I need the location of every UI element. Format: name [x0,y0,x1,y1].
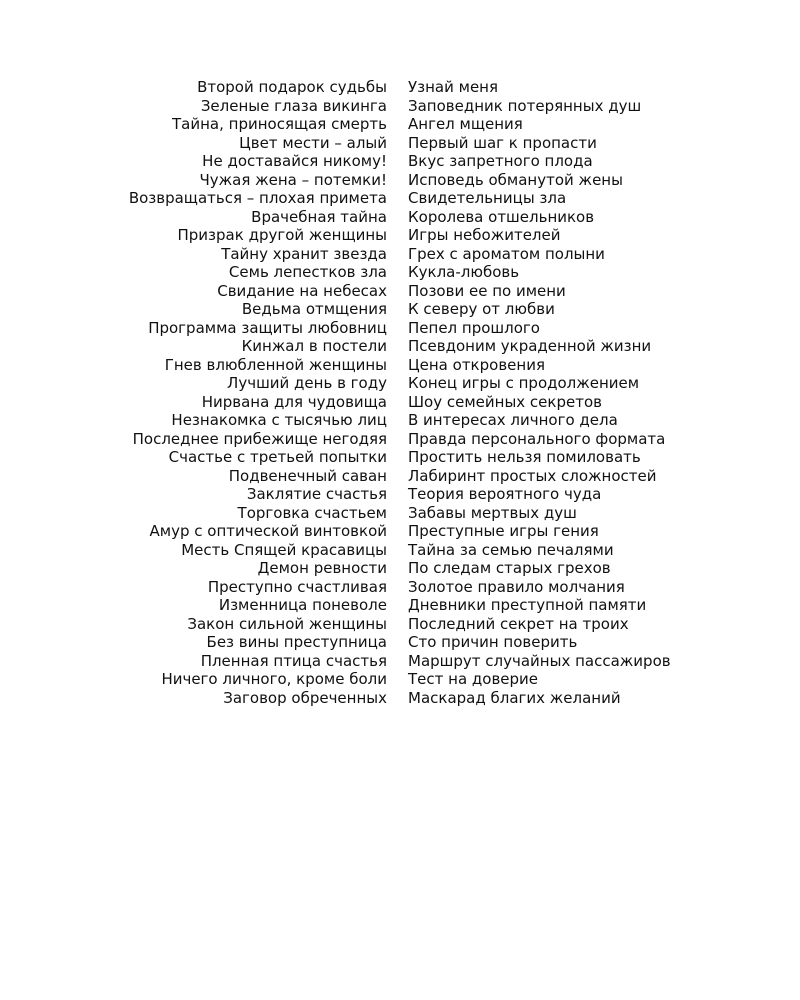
book-title-right: Узнай меня [408,78,499,96]
book-title-left: Программа защиты любовниц [148,318,387,337]
title-column-left [0,78,387,707]
book-title-left: Свидание на небесах [217,281,387,300]
book-title-right: Шоу семейных секретов [408,392,602,411]
book-title-right: Последний секрет на троих [408,614,629,633]
book-title-left: Второй подарок судьбы [197,78,387,96]
book-title-right: Свидетельницы зла [408,189,567,207]
book-title-right: Игры небожителей [408,226,561,244]
book-title-right: Королева отшельников [408,207,595,226]
book-title-left: Не доставайся никому! [202,152,387,170]
book-title-left: Заговор обреченных [223,688,387,707]
book-title-left: Без вины преступница [206,633,387,651]
book-title-left: Гнев влюбленной женщины [164,355,387,374]
book-title-left: Закон сильной женщины [187,614,387,633]
book-title-right: Дневники преступной памяти [408,596,647,614]
book-title-left: Чужая жена – потемки! [199,170,387,189]
book-title-right: Ангел мщения [408,115,523,133]
book-title-right: Тайна за семью печалями [408,540,614,559]
book-title-right: Псевдоним украденной жизни [408,337,652,355]
book-title-left: Кинжал в постели [241,337,387,355]
book-title-left: Лучший день в году [227,374,387,392]
book-title-list [0,78,800,707]
book-title-left: Месть Спящей красавицы [181,540,387,559]
book-title-left: Заклятие счастья [246,485,387,503]
book-title-right: Первый шаг к пропасти [408,133,597,152]
book-title-right: Пепел прошлого [408,318,540,337]
book-title-left: Счастье с третьей попытки [168,448,387,466]
book-title-right: Золотое правило молчания [408,577,625,596]
book-title-right: Сто причин поверить [408,633,578,651]
title-column-right [408,78,800,707]
book-title-left: Ничего личного, кроме боли [161,670,387,688]
book-title-left: Тайну хранит звезда [221,244,387,263]
book-title-right: Вкус запретного плода [408,152,593,170]
book-title-right: Маршрут случайных пассажиров [408,651,671,670]
book-title-right: По следам старых грехов [408,559,611,577]
book-title-right: Правда персонального формата [408,429,666,448]
book-title-right: В интересах личного дела [408,411,618,429]
book-title-left: Ведьма отмщения [241,300,387,318]
book-title-right: Теория вероятного чуда [408,485,602,503]
book-title-right: Исповедь обманутой жены [408,170,623,189]
book-title-left: Врачебная тайна [251,207,387,226]
book-title-right: Тест на доверие [408,670,539,688]
book-title-left: Амур с оптической винтовкой [149,522,387,540]
book-title-right: Грех с ароматом полыни [408,244,605,263]
book-title-left: Преступно счастливая [207,577,387,596]
book-title-left: Последнее прибежище негодяя [132,429,387,448]
book-title-left: Незнакомка с тысячью лиц [171,411,387,429]
book-title-left: Пленная птица счастья [200,651,387,670]
book-title-right: Цена откровения [408,355,545,374]
book-title-right: Лабиринт простых сложностей [408,466,657,485]
book-title-left: Изменница поневоле [218,596,387,614]
book-title-right: Маскарад благих желаний [408,688,621,707]
book-title-right: Кукла-любовь [408,263,520,281]
book-title-left: Подвенечный саван [228,466,387,485]
book-title-left: Тайна, приносящая смерть [172,115,387,133]
book-title-right: Конец игры с продолжением [408,374,640,392]
book-title-right: Простить нельзя помиловать [408,448,641,466]
book-title-right: Заповедник потерянных душ [408,96,642,115]
book-title-left: Зеленые глаза викинга [200,96,387,115]
book-title-left: Демон ревности [257,559,387,577]
book-title-right: Преступные игры гения [408,522,599,540]
book-title-left: Призрак другой женщины [177,226,387,244]
book-title-right: Позови ее по имени [408,281,566,300]
book-title-right: Забавы мертвых душ [408,503,577,522]
book-title-left: Цвет мести – алый [239,133,387,152]
book-title-right: К северу от любви [408,300,555,318]
book-title-left: Возвращаться – плохая примета [128,189,387,207]
book-title-left: Нирвана для чудовища [201,392,387,411]
book-title-left: Торговка счастьем [237,503,387,522]
book-title-left: Семь лепестков зла [228,263,387,281]
